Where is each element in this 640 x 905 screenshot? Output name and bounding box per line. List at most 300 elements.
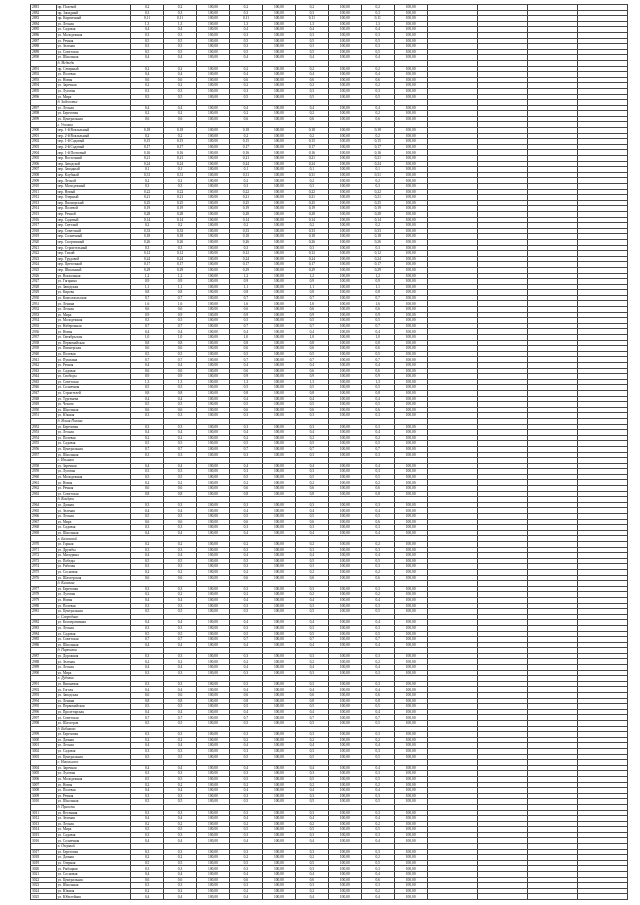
row-value-8: 0,5: [361, 776, 394, 782]
row-value-3: 100,00: [197, 105, 230, 111]
row-value-2: 0,3: [164, 424, 197, 430]
row-code: 2892: [31, 72, 57, 78]
row-value-6: 0,5: [295, 799, 328, 805]
row-value-5: 100,00: [262, 206, 295, 212]
row-value-6: 0,5: [295, 631, 328, 637]
row-value-3: 100,00: [197, 754, 230, 760]
row-value-5: 100,00: [262, 793, 295, 799]
row-name: ул. Садовая: [56, 368, 130, 374]
row-name: ул. Гоголя: [56, 687, 130, 693]
row-value-8: 0,4: [361, 816, 394, 822]
row-name: с. Ильинка: [56, 458, 130, 464]
row-value-4: 0,6: [229, 307, 262, 313]
row-value-3: 100,00: [197, 374, 230, 380]
row-value-3: 100,00: [197, 603, 230, 609]
row-value-7: 100,00: [328, 463, 361, 469]
row-value-9: 100,00: [394, 603, 427, 609]
row-value-9: 100,00: [394, 295, 427, 301]
row-code: 2993: [31, 693, 57, 699]
row-value-6: 0,11: [295, 16, 328, 22]
row-value-8: 0,7: [361, 295, 394, 301]
row-value-2: 0,17: [164, 144, 197, 150]
row-value-5: 100,00: [262, 642, 295, 648]
row-name: п. Озерный: [56, 844, 130, 850]
row-value-8: 0,7: [361, 323, 394, 329]
row-value-9: 100,00: [394, 732, 427, 738]
row-value-3: 100,00: [197, 66, 230, 72]
row-value-1: 0,12: [131, 251, 164, 257]
row-code: 2945: [31, 379, 57, 385]
row-name: ул. Сосновая: [56, 872, 130, 878]
row-value-3: 100,00: [197, 430, 230, 436]
row-value-6: 0,9: [295, 279, 328, 285]
row-value-3: 100,00: [197, 748, 230, 754]
row-value-8: 0,2: [361, 223, 394, 229]
row-value-9: 100,00: [394, 502, 427, 508]
row-value-1: 0,3: [131, 586, 164, 592]
row-value-4: 0,3: [229, 32, 262, 38]
row-name: пер. 2-й Вокзальный: [56, 133, 130, 139]
row-value-2: 0,4: [164, 530, 197, 536]
row-value-4: 0,3: [229, 810, 262, 816]
row-name: ул. Мира: [56, 519, 130, 525]
row-value-7: 100,00: [328, 597, 361, 603]
row-value-2: 0,5: [164, 631, 197, 637]
row-value-1: 0,7: [131, 323, 164, 329]
row-value-7: 100,00: [328, 32, 361, 38]
row-value-4: 0,3: [229, 866, 262, 872]
row-value-2: 0,4: [164, 363, 197, 369]
row-name: ул. Дачная: [56, 737, 130, 743]
row-value-6: 0,29: [295, 267, 328, 273]
row-value-7: 100,00: [328, 860, 361, 866]
row-value-5: 100,00: [262, 256, 295, 262]
row-value-5: 100,00: [262, 732, 295, 738]
row-value-7: 100,00: [328, 569, 361, 575]
row-value-1: 0,16: [131, 150, 164, 156]
row-value-1: 0,29: [131, 267, 164, 273]
row-name: ул. Зеленая: [56, 659, 130, 665]
row-value-5: 100,00: [262, 184, 295, 190]
row-value-5: 100,00: [262, 312, 295, 318]
row-value-1: 0,6: [131, 519, 164, 525]
row-code: 3014: [31, 827, 57, 833]
row-value-5: 100,00: [262, 83, 295, 89]
row-value-1: 0,3: [131, 184, 164, 190]
row-value-7: 100,00: [328, 491, 361, 497]
road-register-table: [30, 4, 628, 900]
row-name: ул. Молодежная: [56, 474, 130, 480]
row-value-5: 100,00: [262, 888, 295, 894]
row-value-2: 0,12: [164, 251, 197, 257]
row-name: ул. Южная: [56, 888, 130, 894]
row-value-4: 0,31: [229, 172, 262, 178]
row-value-9: 100,00: [394, 94, 427, 100]
row-value-2: 0,4: [164, 642, 197, 648]
row-value-2: 0,3: [164, 866, 197, 872]
row-code: 2911: [31, 189, 57, 195]
row-value-8: 0,3: [361, 603, 394, 609]
row-value-1: 0,9: [131, 312, 164, 318]
row-value-5: 100,00: [262, 883, 295, 889]
row-value-2: 0,5: [164, 49, 197, 55]
row-value-8: 0,5: [361, 441, 394, 447]
row-code: 2967: [31, 519, 57, 525]
row-value-5: 100,00: [262, 307, 295, 313]
row-value-6: 0,3: [295, 625, 328, 631]
row-value-1: 0,5: [131, 609, 164, 615]
row-value-3: 100,00: [197, 262, 230, 268]
row-value-2: 0,16: [164, 150, 197, 156]
row-code: 3007: [31, 782, 57, 788]
row-name: ул. Полевая: [56, 351, 130, 357]
row-name: ул. Молодежная: [56, 32, 130, 38]
row-value-2: 0,4: [164, 463, 197, 469]
row-value-2: 0,5: [164, 754, 197, 760]
row-value-1: 0,26: [131, 239, 164, 245]
row-value-2: 0,2: [164, 542, 197, 548]
row-value-2: 0,21: [164, 195, 197, 201]
row-value-6: 0,2: [295, 569, 328, 575]
row-value-6: 0,3: [295, 793, 328, 799]
row-value-6: 0,6: [295, 575, 328, 581]
row-value-5: 100,00: [262, 111, 295, 117]
row-value-7: 100,00: [328, 55, 361, 61]
row-code: 3022: [31, 877, 57, 883]
row-code: 2966: [31, 514, 57, 520]
row-value-5: 100,00: [262, 189, 295, 195]
row-value-1: 0,6: [131, 486, 164, 492]
row-value-7: 100,00: [328, 715, 361, 721]
row-value-9: 100,00: [394, 116, 427, 122]
row-value-5: 100,00: [262, 592, 295, 598]
row-value-5: 100,00: [262, 239, 295, 245]
row-value-4: 0,2: [229, 83, 262, 89]
row-value-3: 100,00: [197, 44, 230, 50]
table-row: [31, 894, 628, 900]
row-code: 2910: [31, 184, 57, 190]
row-name: ул. Вокзальная: [56, 273, 130, 279]
row-value-4: 0,6: [229, 368, 262, 374]
row-value-5: 100,00: [262, 128, 295, 134]
row-value-3: 100,00: [197, 519, 230, 525]
row-code: 3015: [31, 832, 57, 838]
row-value-8: 0,3: [361, 44, 394, 50]
row-value-6: 0,5: [295, 402, 328, 408]
row-code: 2984: [31, 631, 57, 637]
row-value-9: 100,00: [394, 195, 427, 201]
row-value-2: 0,8: [164, 290, 197, 296]
row-value-6: 0,8: [295, 340, 328, 346]
row-value-7: 100,00: [328, 441, 361, 447]
row-code: 2939: [31, 346, 57, 352]
row-value-7: 100,00: [328, 111, 361, 117]
row-value-5: 100,00: [262, 223, 295, 229]
row-value-8: 0,2: [361, 435, 394, 441]
row-value-9: 100,00: [394, 206, 427, 212]
row-value-8: 0,5: [361, 609, 394, 615]
row-value-8: 0,4: [361, 743, 394, 749]
row-value-4: 0,5: [229, 402, 262, 408]
row-value-9: 100,00: [394, 743, 427, 749]
row-value-2: 0,2: [164, 569, 197, 575]
row-name: пер. Садовый: [56, 217, 130, 223]
row-value-3: 100,00: [197, 161, 230, 167]
row-value-4: 0,21: [229, 156, 262, 162]
row-value-9: 100,00: [394, 642, 427, 648]
row-value-4: 0,7: [229, 357, 262, 363]
row-value-8: 0,3: [361, 810, 394, 816]
row-value-8: 0,4: [361, 363, 394, 369]
row-name: ул. Лесная: [56, 307, 130, 313]
row-value-3: 100,00: [197, 463, 230, 469]
row-value-8: 0,3: [361, 525, 394, 531]
row-value-6: 0,4: [295, 838, 328, 844]
row-code: 2922: [31, 251, 57, 257]
row-value-7: 100,00: [328, 357, 361, 363]
row-value-8: 0,21: [361, 156, 394, 162]
row-value-2: 0,3: [164, 245, 197, 251]
row-value-2: 0,7: [164, 295, 197, 301]
row-value-3: 100,00: [197, 55, 230, 61]
row-value-6: 0,4: [295, 363, 328, 369]
row-value-4: 0,4: [229, 597, 262, 603]
row-value-9: 100,00: [394, 855, 427, 861]
row-value-2: 0,3: [164, 883, 197, 889]
row-value-2: 0,5: [164, 827, 197, 833]
row-value-2: 1,6: [164, 301, 197, 307]
row-value-5: 100,00: [262, 335, 295, 341]
row-code: 2987: [31, 653, 57, 659]
row-value-7: 100,00: [328, 508, 361, 514]
row-value-1: 0,4: [131, 463, 164, 469]
row-value-3: 100,00: [197, 827, 230, 833]
row-value-4: 0,19: [229, 206, 262, 212]
row-value-2: 0,5: [164, 721, 197, 727]
row-value-2: 0,4: [164, 765, 197, 771]
row-value-6: 0,2: [295, 821, 328, 827]
row-value-5: 100,00: [262, 44, 295, 50]
row-value-8: 0,3: [361, 424, 394, 430]
row-value-1: 0,24: [131, 161, 164, 167]
row-value-3: 100,00: [197, 435, 230, 441]
row-value-6: 0,4: [295, 463, 328, 469]
row-value-9: 100,00: [394, 21, 427, 27]
row-code: 3002: [31, 748, 57, 754]
row-value-1: 0,2: [131, 83, 164, 89]
row-value-1: 0,3: [131, 502, 164, 508]
row-value-6: 0,12: [295, 251, 328, 257]
row-name: ул. Зеленая: [56, 816, 130, 822]
row-code: 2950: [31, 407, 57, 413]
row-name: ул. Первомайская: [56, 340, 130, 346]
row-name: пер. Лесной: [56, 178, 130, 184]
row-value-5: 100,00: [262, 754, 295, 760]
row-name: пер. Речной: [56, 211, 130, 217]
row-value-1: 0,3: [131, 625, 164, 631]
row-value-7: 100,00: [328, 469, 361, 475]
row-name: ул. Речная: [56, 486, 130, 492]
row-value-3: 100,00: [197, 771, 230, 777]
row-value-5: 100,00: [262, 385, 295, 391]
row-value-9: 100,00: [394, 553, 427, 559]
row-value-2: 0,4: [164, 788, 197, 794]
row-value-8: 0,4: [361, 838, 394, 844]
row-value-9: 100,00: [394, 586, 427, 592]
row-value-5: 100,00: [262, 217, 295, 223]
row-name: ул. Березовая: [56, 732, 130, 738]
row-value-8: 0,3: [361, 564, 394, 570]
row-value-2: 0,3: [164, 469, 197, 475]
row-value-9: 100,00: [394, 279, 427, 285]
row-value-6: 0,3: [295, 732, 328, 738]
row-code: 2926: [31, 273, 57, 279]
row-value-3: 100,00: [197, 877, 230, 883]
row-value-4: 0,3: [229, 670, 262, 676]
row-code: 2930: [31, 295, 57, 301]
row-value-2: 0,5: [164, 704, 197, 710]
row-value-5: 100,00: [262, 514, 295, 520]
row-value-3: 100,00: [197, 631, 230, 637]
row-value-8: 0,3: [361, 883, 394, 889]
row-value-3: 100,00: [197, 709, 230, 715]
row-value-5: 100,00: [262, 105, 295, 111]
row-value-6: 0,6: [295, 77, 328, 83]
row-value-7: 100,00: [328, 754, 361, 760]
row-value-7: 100,00: [328, 514, 361, 520]
row-value-2: 0,4: [164, 872, 197, 878]
row-value-2: 0,3: [164, 653, 197, 659]
row-code: 2962: [31, 486, 57, 492]
row-value-4: 0,5: [229, 799, 262, 805]
row-value-5: 100,00: [262, 547, 295, 553]
row-value-5: 100,00: [262, 167, 295, 173]
row-value-2: 0,5: [164, 860, 197, 866]
row-value-3: 100,00: [197, 653, 230, 659]
row-value-9: 100,00: [394, 625, 427, 631]
row-value-5: 100,00: [262, 637, 295, 643]
row-value-7: 100,00: [328, 620, 361, 626]
row-value-7: 100,00: [328, 659, 361, 665]
row-value-9: 100,00: [394, 340, 427, 346]
row-value-3: 100,00: [197, 542, 230, 548]
row-value-3: 100,00: [197, 547, 230, 553]
row-value-7: 100,00: [328, 105, 361, 111]
row-code: 3000: [31, 737, 57, 743]
row-value-3: 100,00: [197, 172, 230, 178]
row-value-3: 100,00: [197, 133, 230, 139]
row-value-7: 100,00: [328, 586, 361, 592]
row-value-9: 100,00: [394, 866, 427, 872]
row-value-9: 100,00: [394, 799, 427, 805]
row-value-5: 100,00: [262, 849, 295, 855]
row-value-5: 100,00: [262, 77, 295, 83]
row-value-1: 0,3: [131, 44, 164, 50]
row-value-7: 100,00: [328, 184, 361, 190]
row-value-9: 100,00: [394, 83, 427, 89]
row-value-5: 100,00: [262, 542, 295, 548]
row-value-1: 0,15: [131, 139, 164, 145]
row-value-1: 0,2: [131, 782, 164, 788]
row-name: ул. Советская: [56, 491, 130, 497]
row-value-6: 0,28: [295, 211, 328, 217]
row-value-2: 0,3: [164, 184, 197, 190]
row-value-2: 0,4: [164, 620, 197, 626]
row-value-9: 100,00: [394, 721, 427, 727]
row-value-7: 100,00: [328, 832, 361, 838]
row-value-7: 100,00: [328, 16, 361, 22]
row-value-9: 100,00: [394, 251, 427, 257]
row-value-7: 100,00: [328, 558, 361, 564]
row-value-9: 100,00: [394, 301, 427, 307]
row-value-9: 100,00: [394, 827, 427, 833]
row-value-7: 100,00: [328, 94, 361, 100]
row-value-9: 100,00: [394, 234, 427, 240]
row-value-7: 100,00: [328, 144, 361, 150]
row-value-6: 0,4: [295, 743, 328, 749]
row-code: 2904: [31, 150, 57, 156]
row-value-5: 100,00: [262, 609, 295, 615]
row-code: 2883: [31, 16, 57, 22]
row-value-9: 100,00: [394, 491, 427, 497]
row-value-5: 100,00: [262, 748, 295, 754]
row-name: ул. Школьная: [56, 530, 130, 536]
row-value-2: 0,2: [164, 855, 197, 861]
row-value-8: 0,6: [361, 575, 394, 581]
row-value-2: 0,5: [164, 776, 197, 782]
row-value-5: 100,00: [262, 363, 295, 369]
row-value-6: 0,5: [295, 94, 328, 100]
row-value-4: 0,3: [229, 424, 262, 430]
row-value-3: 100,00: [197, 77, 230, 83]
row-value-8: 0,4: [361, 620, 394, 626]
row-value-5: 100,00: [262, 16, 295, 22]
row-value-2: 0,29: [164, 267, 197, 273]
row-value-3: 100,00: [197, 189, 230, 195]
row-value-8: 0,8: [361, 340, 394, 346]
row-value-5: 100,00: [262, 810, 295, 816]
row-value-3: 100,00: [197, 290, 230, 296]
row-value-4: 0,17: [229, 144, 262, 150]
row-code: 2898: [31, 111, 57, 117]
row-value-9: 100,00: [394, 139, 427, 145]
row-value-5: 100,00: [262, 855, 295, 861]
row-value-2: 0,2: [164, 592, 197, 598]
row-value-1: 0,4: [131, 55, 164, 61]
row-value-6: 0,8: [295, 491, 328, 497]
row-value-5: 100,00: [262, 474, 295, 480]
row-value-5: 100,00: [262, 693, 295, 699]
row-value-3: 100,00: [197, 234, 230, 240]
row-value-6: 0,3: [295, 670, 328, 676]
row-code: 2991: [31, 681, 57, 687]
row-name: пер. Цветочный: [56, 262, 130, 268]
row-value-7: 100,00: [328, 765, 361, 771]
row-value-1: 0,4: [131, 553, 164, 559]
row-value-4: 0,3: [229, 625, 262, 631]
row-value-6: 0,5: [295, 860, 328, 866]
row-value-3: 100,00: [197, 206, 230, 212]
row-code: 2969: [31, 530, 57, 536]
row-value-3: 100,00: [197, 659, 230, 665]
row-code: 3021: [31, 872, 57, 878]
row-value-2: 0,5: [164, 318, 197, 324]
row-code: 2988: [31, 659, 57, 665]
row-value-9: 100,00: [394, 704, 427, 710]
row-code: 2948: [31, 396, 57, 402]
row-value-4: 0,18: [229, 234, 262, 240]
row-value-5: 100,00: [262, 38, 295, 44]
